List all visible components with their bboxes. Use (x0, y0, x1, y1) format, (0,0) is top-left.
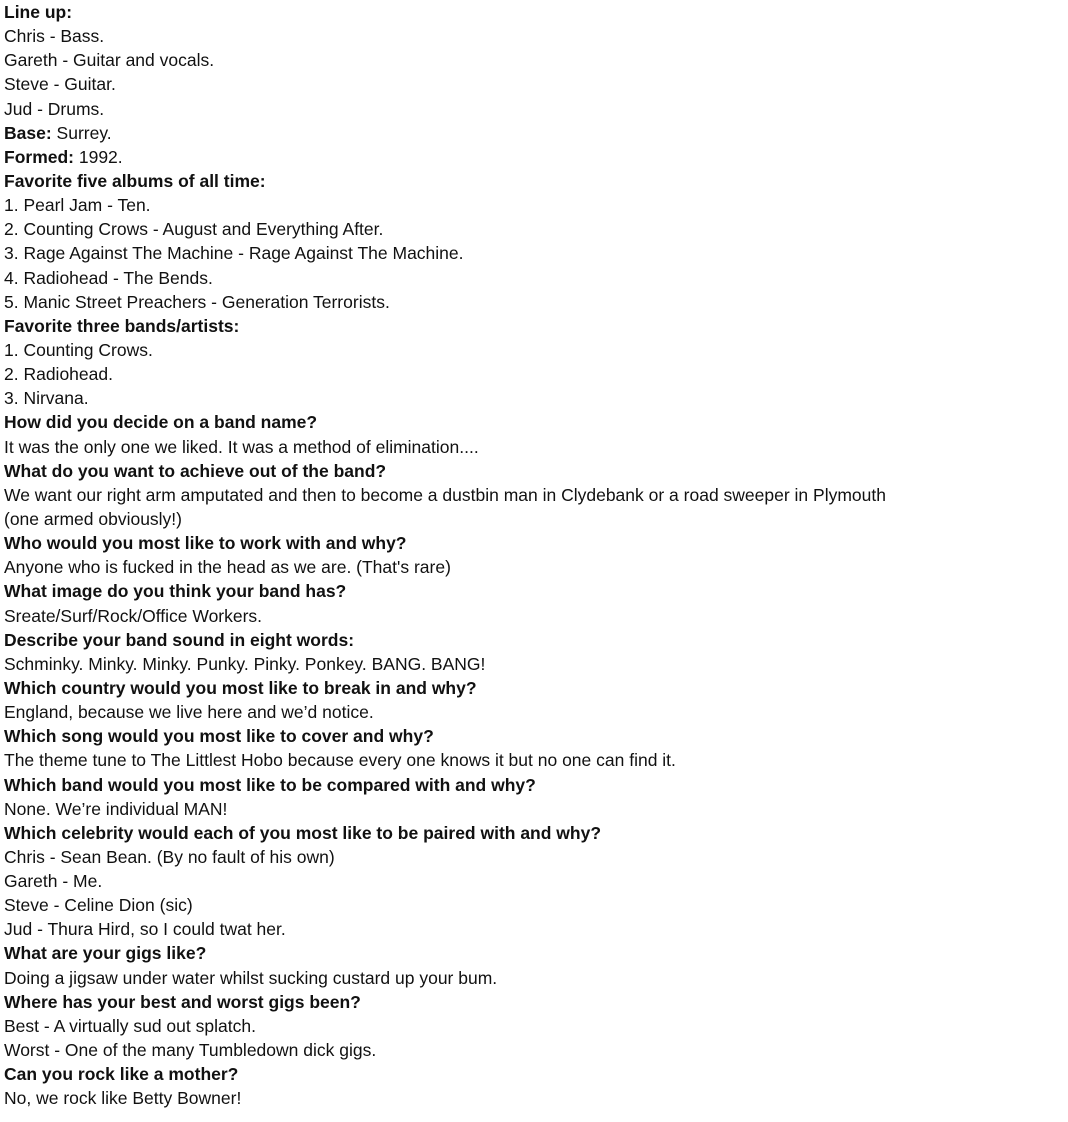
album-item: 1. Pearl Jam - Ten. (4, 195, 151, 216)
answer: Gareth - Me. (4, 871, 103, 892)
base-label: Base: (4, 122, 52, 143)
answer: Jud - Thura Hird, so I could twat her. (4, 919, 286, 940)
album-item: 3. Rage Against The Machine - Rage Against The Machine. (4, 243, 464, 264)
answer: Sreate/Surf/Rock/Office Workers. (4, 605, 263, 626)
question: Which country would you most like to break in and why? (4, 677, 477, 698)
answer: Doing a jigsaw under water whilst sucking custard up your bum. (4, 967, 498, 988)
answer: Anyone who is fucked in the head as we are. (That's rare) (4, 557, 451, 578)
answer: Chris - Sean Bean. (By no fault of his own) (4, 846, 335, 867)
lineup-member: Chris - Bass. (4, 26, 105, 47)
bands-heading: Favorite three bands/artists: (4, 315, 240, 336)
lineup-member: Gareth - Guitar and vocals. (4, 50, 215, 71)
lineup-heading: Line up: (4, 2, 73, 22)
answer: (one armed obviously!) (4, 508, 182, 529)
formed-line (4, 145, 1064, 169)
answer: We want our right arm amputated and then to become a dustbin man in Clydebank or a road sweeper in Plymouth (4, 484, 886, 505)
base-value: Surrey. (51, 122, 112, 143)
question: Which band would you most like to be compared with and why? (4, 774, 536, 795)
question: Describe your band sound in eight words: (4, 629, 355, 650)
band-item: 3. Nirvana. (4, 388, 89, 409)
question: Which song would you most like to cover and why? (4, 726, 434, 747)
base-line (4, 121, 1064, 145)
album-item: 2. Counting Crows - August and Everything After. (4, 219, 384, 240)
question: Who would you most like to work with and why? (4, 533, 407, 554)
album-item: 5. Manic Street Preachers - Generation Terrorists. (4, 291, 390, 312)
formed-label: Formed: (4, 146, 74, 167)
albums-heading: Favorite five albums of all time: (4, 170, 266, 191)
question: What image do you think your band has? (4, 581, 347, 602)
answer: It was the only one we liked. It was a method of elimination.... (4, 436, 479, 457)
band-item: 2. Radiohead. (4, 364, 113, 385)
answer: Steve - Celine Dion (sic) (4, 895, 193, 916)
question: What are your gigs like? (4, 943, 207, 964)
answer: England, because we live here and we’d notice. (4, 702, 374, 723)
formed-value: 1992. (74, 146, 123, 167)
answer: None. We’re individual MAN! (4, 798, 228, 819)
interview-document (4, 0, 1064, 1110)
question: How did you decide on a band name? (4, 412, 318, 433)
question: Can you rock like a mother? (4, 1064, 239, 1085)
album-item: 4. Radiohead - The Bends. (4, 267, 213, 288)
answer: Schminky. Minky. Minky. Punky. Pinky. Ponkey. BANG. BANG! (4, 653, 486, 674)
question: What do you want to achieve out of the band? (4, 460, 387, 481)
answer: No, we rock like Betty Bowner! (4, 1088, 242, 1109)
question: Which celebrity would each of you most like to be paired with and why? (4, 822, 602, 843)
answer: The theme tune to The Littlest Hobo because every one knows it but no one can find it. (4, 750, 676, 771)
answer: Worst - One of the many Tumbledown dick gigs. (4, 1040, 377, 1061)
answer: Best - A virtually sud out splatch. (4, 1015, 256, 1036)
band-item: 1. Counting Crows. (4, 339, 153, 360)
lineup-member: Steve - Guitar. (4, 74, 116, 95)
lineup-member: Jud - Drums. (4, 98, 105, 119)
question: Where has your best and worst gigs been? (4, 991, 361, 1012)
